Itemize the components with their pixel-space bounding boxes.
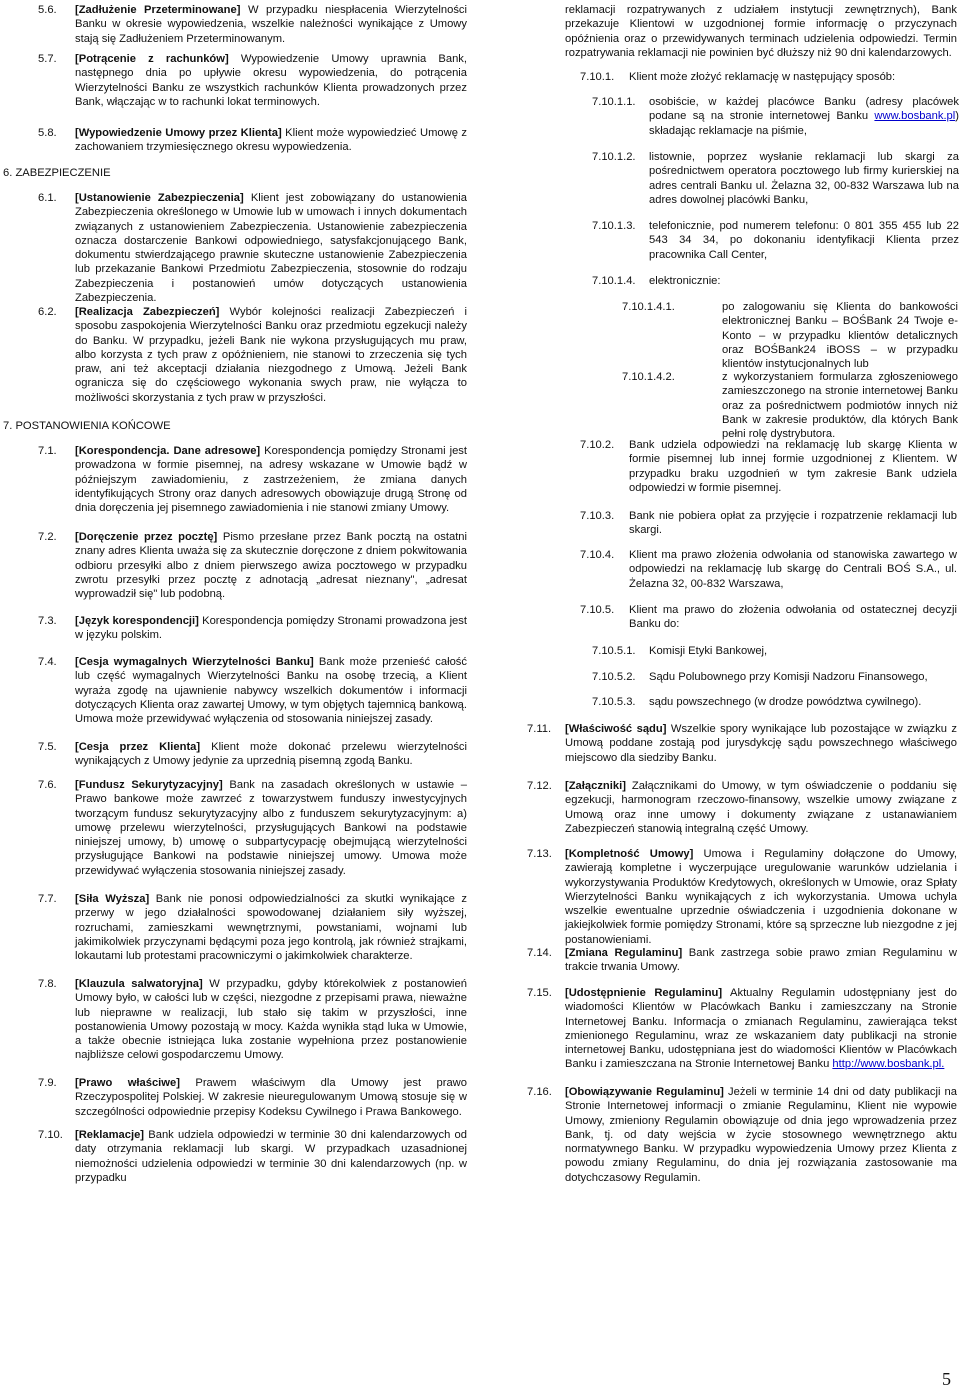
clause-number: 7.12.: [527, 780, 552, 792]
clause-number: 7.10.5.2.: [592, 671, 636, 683]
clause: [0, 126, 475, 155]
clause-text: sądu powszechnego (w drodze powództwa cywilnego).: [649, 696, 922, 708]
clause-number: 6.1.: [38, 192, 57, 204]
clause-number: 7.6.: [38, 779, 57, 791]
clause-title: [Ustanowienie Zabezpieczenia]: [75, 192, 244, 204]
clause: [522, 695, 960, 709]
clause: [0, 305, 475, 405]
clause-number: 5.8.: [38, 127, 57, 139]
clause-text: z wykorzystaniem formularza zgłoszeniowego zamieszczonego na stronie internetowej Banku oraz za pośrednictwem podmiotów innych niż Bank w zakresie produktów, dla których Bank pełni rolę dystrybutora.: [722, 371, 958, 441]
clause-text: [Siła Wyższa] Bank nie ponosi odpowiedzialności za skutki wynikające z przerwy w jego działalności spowodowanej działaniem siły wyższej, rozruchami, zamieszkami wewnętrznymi, powstaniami, wojnami lub jakimikolwiek przyczynami będącymi poza jego kontrolą, jak również strajkami, lokautami lub protestami pracowniczymi o jakimkolwiek charakterze.: [75, 893, 468, 963]
clause-title: [Zadłużenie Przeterminowane]: [75, 4, 241, 16]
clause-text: [Zmiana Regulaminu] Bank zastrzega sobie prawo zmian Regulaminu w trakcie trwania Umowy.: [565, 947, 958, 974]
clause: [522, 150, 960, 207]
clause-text: [Cesja wymagalnych Wierzytelności Banku] Bank może przenieść całość lub część wymagalnych Wierzytelności Banku na osobę trzecią, a Klient wyraża zgodę na ujawnienie nabywcy wszelkich dokumentów i informacji dotyczących Klienta oraz zawartej Umowy, w tym objętych tajemnicą bankową. Umowa może przewidywać wyłączenia od stosowania niniejszej zasady.: [75, 656, 467, 726]
clause: [522, 274, 960, 288]
clause: [0, 655, 475, 726]
clause-number: 7.10.1.3.: [592, 220, 636, 232]
clause: [0, 3, 475, 46]
clause: [0, 977, 475, 1063]
clause-text: Bank nie pobiera opłat za przyjęcie i rozpatrzenie reklamacji lub skargi.: [629, 510, 957, 537]
clause-title: [Klauzula salwatoryjna]: [75, 978, 203, 990]
clause-text: [Prawo właściwe] Prawem właściwym dla Umowy jest prawo Rzeczypospolitej Polskiej. W zakresie nieuregulowanym Umową stosuje się w szczególności odpowiednie przepisy Kodeksu Cywilnego i Prawa Bankowego.: [75, 1077, 467, 1118]
clause-number: 7.13.: [527, 848, 552, 860]
clause-number: 7.3.: [38, 615, 57, 627]
clause: [522, 95, 960, 138]
clause-text: telefonicznie, pod numerem telefonu: 0 801 355 455 lub 22 543 34 34, po dokonaniu identyfikacji Klienta przez pracownika Call Center,: [649, 220, 959, 261]
clause-text: [Cesja przez Klienta] Klient może dokonać przelewu wierzytelności wynikających z Umowy jedynie za uprzednią pisemną zgodą Banku.: [75, 741, 467, 768]
clause-title: [Cesja wymagalnych Wierzytelności Banku]: [75, 656, 314, 668]
clause: [522, 603, 960, 632]
clause-number: 7.7.: [38, 893, 57, 905]
clause-text: elektronicznie:: [649, 275, 721, 287]
clause-number: 7.1.: [38, 445, 57, 457]
clause: [0, 444, 475, 515]
clause-number: 7.10.1.1.: [592, 96, 636, 108]
clause: [0, 614, 475, 643]
clause-text: [Język korespondencji] Korespondencja pomiędzy Stronami prowadzona jest w języku polskim.: [75, 615, 467, 642]
clause: [522, 438, 960, 495]
clause-text: [Potrącenie z rachunków] Wypowiedzenie Umowy uprawnia Bank, następnego dnia po upływie okresu wypowiedzenia, do potrącenia Wierzytelności Banku ze wszystkich rachunków Klienta prowadzonych przez Bank, włączając w to rachunki lokat terminowych.: [75, 53, 467, 108]
clause-text: [Fundusz Sekurytyzacyjny] Bank na zasadach określonych w ustawie – Prawo bankowe może zawrzeć z towarzystwem funduszy inwestycyjnych tworzącym fundusz sekurytyzacyjny albo z funduszem sekurytyzacyjnym: a) umowę przelewu wierzytelności, przysługujących Bankowi na podstawie niniejszej umowy, b) umowę o subpartycypację obejmującą wierzytelności przysługujące Bankowi na podstawie niniejszej umowy. Umowa może przewidywać wyłączenia stosowania niniejszej zasady.: [75, 779, 467, 877]
clause-number: 7.10.: [38, 1129, 63, 1141]
clause-number: 7.10.1.4.: [592, 275, 636, 287]
clause-continuation: reklamacji rozpatrywanych z udziałem instytucji zewnętrznych), Bank przekazuje Klientowi w uzgodnionej formie informację o przyczynach opóźnienia oraz o przewidywanych terminach udzielenia odpowiedzi. Termin rozpatrywania reklamacji nie powinien być dłuższy niż 90 dni kalendarzowych.: [565, 4, 957, 59]
clause-number: 6.2.: [38, 306, 57, 318]
clause-title: [Kompletność Umowy]: [565, 848, 694, 860]
clause-number: 7.10.5.1.: [592, 645, 636, 657]
clause: [0, 740, 475, 769]
clause-title: [Język korespondencji]: [75, 615, 199, 627]
clause-title: [Właściwość sądu]: [565, 723, 667, 735]
clause-number: 7.14.: [527, 947, 552, 959]
clause-title: [Siła Wyższa]: [75, 893, 150, 905]
clause-number: 7.4.: [38, 656, 57, 668]
clause-number: 7.15.: [527, 987, 552, 999]
clause-number: 7.10.1.: [580, 71, 615, 83]
clause: [522, 722, 960, 765]
clause-text: Bank udziela odpowiedzi na reklamację lub skargę Klienta w formie pisemnej lub innej formie uzgodnionej z Klientem. W przypadku braku uzgodnień w tym zakresie Bank udziela odpowiedzi w formie pisemnej.: [629, 439, 957, 494]
clause-text: [Ustanowienie Zabezpieczenia] Klient jest zobowiązany do ustanowienia Zabezpieczenia określonego w Umowie lub w umowach i innych dokumentach związanych z ustanowieniem Zabezpieczenia. Ustanowienie zabezpieczenia oznacza dostarczenie Bankowi odpowiedniego, satysfakcjonującego Bank, dokumentu stwierdzającego prawnie skuteczne ustanowienie Zabezpieczenia lub przekazanie Bankowi Przedmiotu Zabezpieczenia, stosownie do rodzaju Zabezpieczenia i postanowień umów dotyczących ustanowienia Zabezpieczenia.: [75, 192, 467, 305]
clause: [0, 1128, 475, 1185]
clause-title: [Zmiana Regulaminu]: [565, 947, 683, 959]
section-heading: 7. POSTANOWIENIA KOŃCOWE: [3, 420, 171, 432]
clause: [522, 509, 960, 538]
clause-text: Klient ma prawo złożenia odwołania od stanowiska zawartego w odpowiedzi na reklamację lub skargę do Centrali BOŚ S.A., ul. Żelazna 32, 00-832 Warszawa,: [629, 549, 957, 590]
clause-text: [Właściwość sądu] Wszelkie spory wynikające lub pozostające w związku z Umową poddane zostają pod jurysdykcję sądu powszechnego właściwego miejscowo dla siedziby Banku.: [565, 723, 958, 764]
clause: [522, 548, 960, 591]
clause-text: [Kompletność Umowy] Umowa i Regulaminy dołączone do Umowy, zawierają kompletne i wyczerpujące uregulowanie warunków udzielania i wykorzystywania Produktów Kredytowych, określonych w Umowie, oraz Spłaty Wierzytelności Banku wynikających z ich wykorzystania. Umowa uchyla wszelkie ewentualne uprzednie oświadczenia i uzgodnienia dokonane w jakiejkolwiek formie pomiędzy Stronami, które są sprzeczne lub niezgodne z jej postanowieniami.: [565, 848, 957, 946]
clause-text: [Korespondencja. Dane adresowe] Korespondencja pomiędzy Stronami jest prowadzona w formie pisemnej, na adresy wskazane w Umowie bądź w późniejszym zawiadomieniu, z zastrzeżeniem, że zmiana danych identyfikujących Strony oraz danych adresowych obowiązuje drugą Stronę od dnia doręczenia jej pisemnego zawiadomienia i nie stanowi zmiany Umowy.: [75, 445, 467, 515]
clause: [522, 644, 960, 658]
clause: [0, 892, 475, 963]
clause-text: Sądu Polubownego przy Komisji Nadzoru Finansowego,: [649, 671, 928, 683]
clause-number: 7.10.2.: [580, 439, 615, 451]
clause-number: 7.10.3.: [580, 510, 615, 522]
clause: [522, 370, 960, 441]
clause: [522, 219, 960, 262]
clause: [0, 191, 475, 305]
clause-text: [Udostępnienie Regulaminu] Aktualny Regulamin udostępniany jest do wiadomości Klientów w Placówkach Banku i zamieszczany na Stronie Internetowej Banku. Informacja o zmianach Regulaminu, zawierająca tekst zmienionego Regulaminu, wraz ze wskazaniem daty publikacji na stronie internetowej Banku, udostępniana jest do wiadomości Klientów w Placówkach Banku i zamieszczana na Stronie Internetowej Banku http://www.bosbank.pl.: [565, 987, 957, 1071]
clause: [522, 300, 960, 371]
clause-number: 7.10.4.: [580, 549, 615, 561]
clause-number: 7.2.: [38, 531, 57, 543]
clause-number: 5.7.: [38, 53, 57, 65]
clause: [522, 670, 960, 684]
clause-number: 7.10.1.2.: [592, 151, 636, 163]
clause-title: [Fundusz Sekurytyzacyjny]: [75, 779, 223, 791]
clause-text: [Realizacja Zabezpieczeń] Wybór kolejności realizacji Zabezpieczeń i sposobu zaspokojenia Wierzytelności Banku oraz przedmiotu egzekucji należy do Banku. W przypadku, jeżeli Bank nie wykona przysługujących mu praw, albo korzysta z tych praw z opóźnieniem, nie stanowi to zrzeczenia się tych praw, ani też akceptacji działania niezgodnego z Umową. Jeżeli Bank ogranicza się do częściowego wykonania swych praw, nie wyłącza to możliwości skorzystania z tych praw w przyszłości.: [75, 306, 467, 404]
clause-text: po zalogowaniu się Klienta do bankowości elektronicznej Banku – BOŚBank 24 Twoje e-Konto – w przypadku klientów detalicznych oraz BOŚBank24 iBOSS – w przypadku klientów instytucjonalnych lub: [722, 301, 958, 371]
clause-number: 7.5.: [38, 741, 57, 753]
clause-text: [Załączniki] Załącznikami do Umowy, w tym oświadczenie o poddaniu się egzekucji, harmonogram rzeczowo-finansowy, wszelkie umowy związane z Umową oraz inne umowy i dokumenty związane z ustanawianiem Zabezpieczeń stanowią integralną część Umowy.: [565, 780, 957, 835]
clause-title: [Cesja przez Klienta]: [75, 741, 201, 753]
clause-title: [Załączniki]: [565, 780, 626, 792]
clause-text: [Wypowiedzenie Umowy przez Klienta] Klient może wypowiedzieć Umowę z zachowaniem trzymiesięcznego okresu wypowiedzenia.: [75, 127, 467, 154]
clause: [522, 847, 960, 947]
website-link[interactable]: http://www.bosbank.pl.: [832, 1058, 945, 1071]
clause: [522, 70, 960, 84]
clause-text: Klient ma prawo do złożenia odwołania od ostatecznej decyzji Banku do:: [629, 604, 957, 631]
clause-title: [Potrącenie z rachunków]: [75, 53, 229, 65]
clause-text: Klient może złożyć reklamację w następujący sposób:: [629, 71, 896, 83]
clause: [0, 1076, 475, 1119]
clause-number: 7.8.: [38, 978, 57, 990]
clause-title: [Obowiązywanie Regulaminu]: [565, 1086, 724, 1098]
clause-title: [Wypowiedzenie Umowy przez Klienta]: [75, 127, 282, 139]
clause-number: 7.10.1.4.2.: [622, 371, 675, 383]
clause-text: [Reklamacje] Bank udziela odpowiedzi w terminie 30 dni kalendarzowych od daty otrzymania reklamacji lub skargi. W przypadkach uzasadnionej niemożności udzielenia odpowiedzi w terminie 30 dni kalendarzowych (np. w przypadku: [75, 1129, 467, 1184]
clause-number: 7.10.1.4.1.: [622, 301, 675, 313]
clause-text: listownie, poprzez wysłanie reklamacji lub skargi za pośrednictwem operatora pocztowego lub firmy kurierskiej na adres centrali Banku ul. Żelazna 32, 00-832 Warszawa lub na adres dowolnej placówki Banku,: [649, 151, 959, 206]
clause-title: [Doręczenie przez pocztę]: [75, 531, 218, 543]
clause-title: [Realizacja Zabezpieczeń]: [75, 306, 220, 318]
clause: [0, 52, 475, 109]
clause-number: 5.6.: [38, 4, 57, 16]
clause-title: [Udostępnienie Regulaminu]: [565, 987, 723, 999]
clause-text: [Zadłużenie Przeterminowane] W przypadku niespłacenia Wierzytelności Banku w okresie wypowiedzenia, wszelkie należności wynikające z Umowy stają się Zadłużeniem Przeterminowanym.: [75, 4, 467, 45]
page-number: 5: [942, 1369, 951, 1389]
clause-number: 7.10.5.3.: [592, 696, 636, 708]
clause-number: 7.16.: [527, 1086, 552, 1098]
clause: [522, 1085, 960, 1185]
website-link[interactable]: www.bosbank.pl: [874, 110, 956, 123]
clause-title: [Korespondencja. Dane adresowe]: [75, 445, 261, 457]
clause-number: 7.11.: [527, 723, 552, 735]
clause: [0, 778, 475, 878]
clause-title: [Reklamacje]: [75, 1129, 145, 1141]
clause: [0, 530, 475, 601]
clause-number: 7.10.5.: [580, 604, 615, 616]
clause: [522, 946, 960, 975]
clause-text: [Doręczenie przez pocztę] Pismo przesłane przez Bank pocztą na ostatni znany adres Klienta uważa się za skutecznie doręczone z dniem pokwitowania odbioru przesyłki albo z dniem pierwszego awiza pocztowego w przypadku zwrotu przesyłki przez pocztę z adnotacją „adresat nieznany", „adresat wyprowadził się" lub podobną.: [75, 531, 468, 601]
clause: [522, 986, 960, 1072]
clause: [522, 779, 960, 836]
clause-text: Komisji Etyki Bankowej,: [649, 645, 768, 657]
clause-title: [Prawo właściwe]: [75, 1077, 180, 1089]
clause-number: 7.9.: [38, 1077, 57, 1089]
clause-text: [Obowiązywanie Regulaminu] Jeżeli w terminie 14 dni od daty publikacji na Stronie Internetowej informacji o zmianie Regulaminu, Klient nie wypowie Umowy, zmieniony Regulamin obowiązuje od dnia jego wprowadzenia przez Bank, tj. od daty wejścia w życie stosownego wewnętrznego aktu normatywnego Banku. W przypadku wypowiedzenia Umowy przez Klienta z powodu zmiany Regulaminu, do dnia jej rozwiązania zastosowanie ma dotychczasowy Regulamin.: [565, 1086, 958, 1184]
clause-text: [Klauzula salwatoryjna] W przypadku, gdyby którekolwiek z postanowień Umowy było, w całości lub w części, niezgodne z przepisami prawa, nieważne lub nieprawne w realizacji, lub stało się takim w przyszłości, inne postanowienia Umowy pozostają w mocy. Każda wynikła stąd luka w Umowie, a także obecnie istniejąca luka zostanie wypełniona przez postanowienie najbliższe celowi gospodarczemu Umowy.: [75, 978, 467, 1062]
section-heading: 6. ZABEZPIECZENIE: [3, 167, 111, 179]
clause-text: osobiście, w każdej placówce Banku (adresy placówek podane są na stronie internetowej Banku www.bosbank.pl) składając reklamacje na piśmie,: [649, 96, 959, 137]
